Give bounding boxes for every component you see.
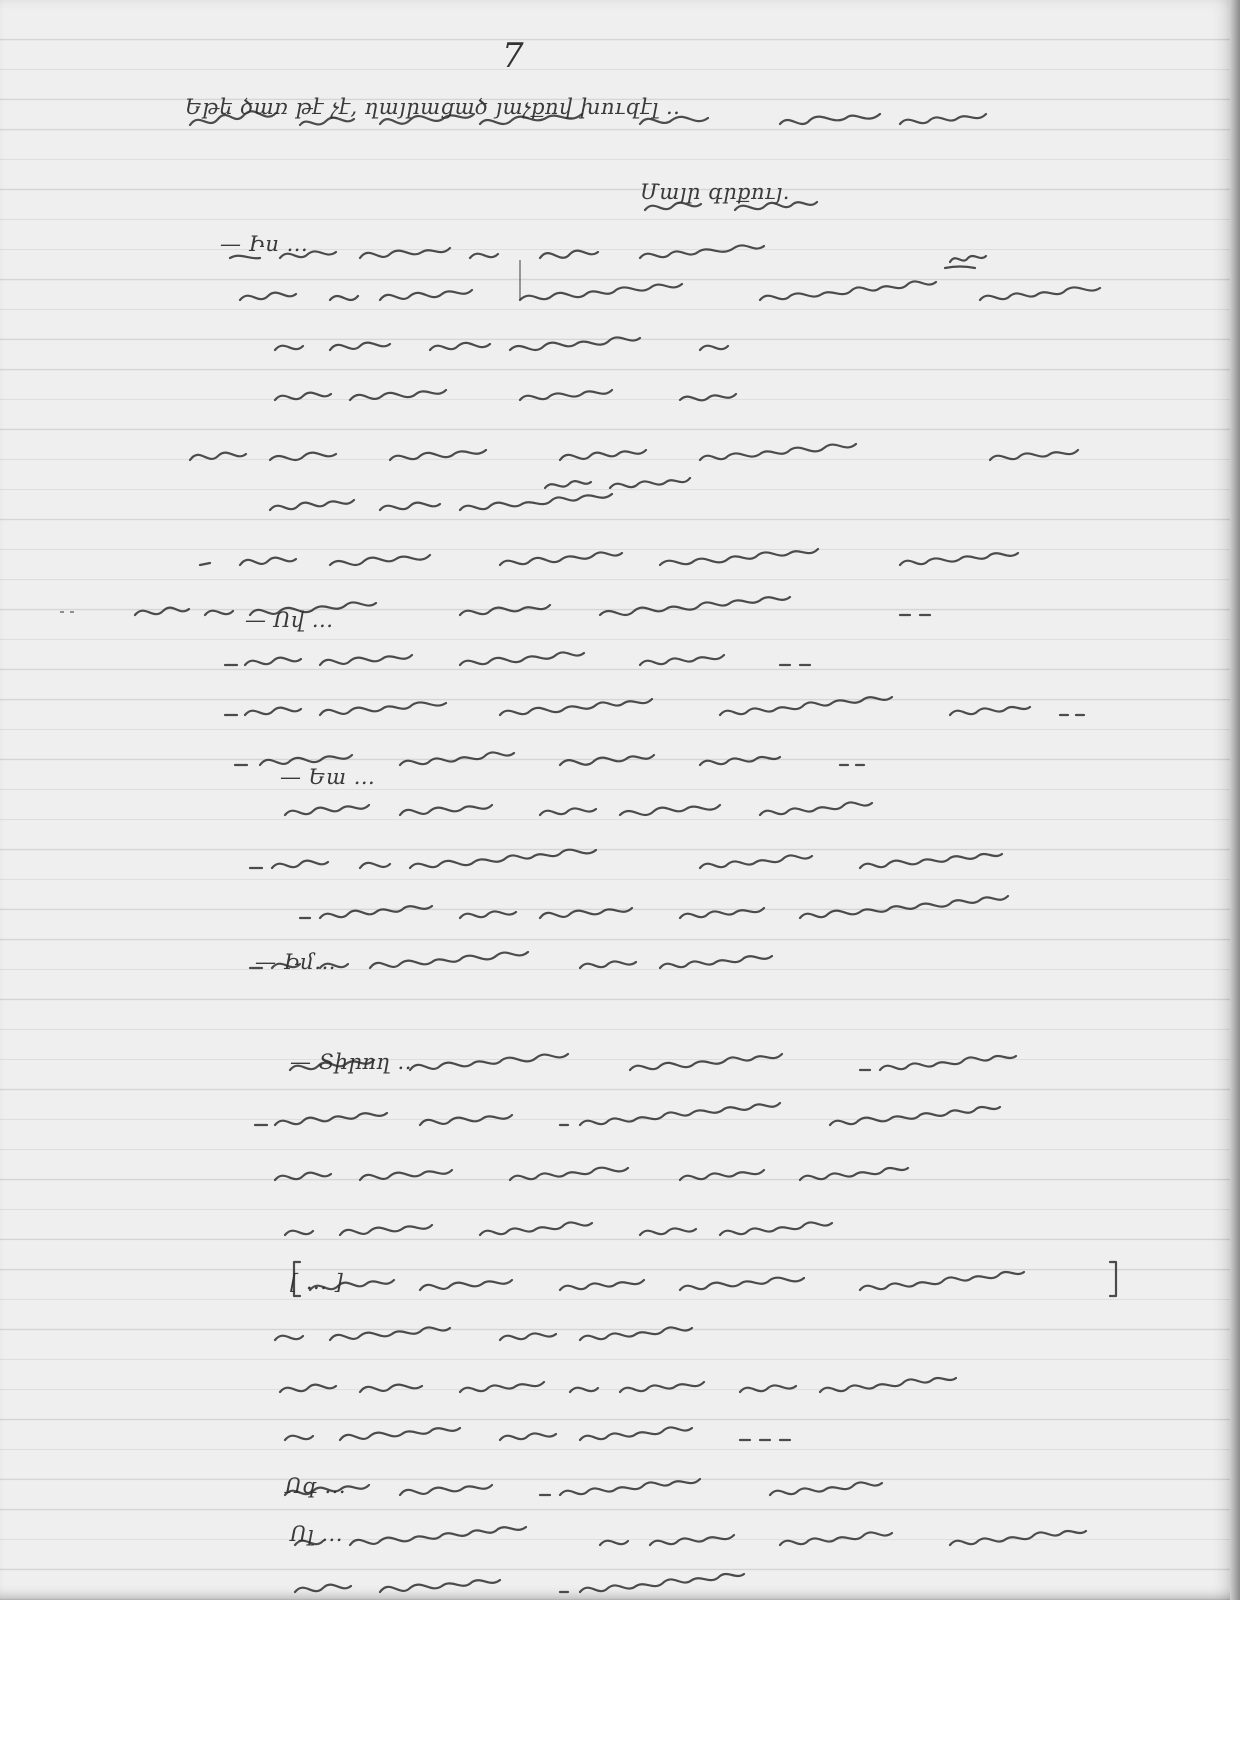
handwritten-line-9: Ոգ ...	[285, 1474, 347, 1498]
handwritten-line-10: Ոլ ...	[290, 1522, 343, 1546]
handwritten-line-8: [ ... ]	[290, 1270, 344, 1294]
handwritten-line-2: Մայր գրքույ.	[640, 180, 790, 204]
handwritten-line-7: — Տիրող ..	[290, 1050, 412, 1074]
handwritten-line-4: — Ով ...	[245, 608, 334, 632]
handwritten-line-6: — Իմ...	[255, 950, 336, 974]
page-number: 7	[502, 36, 524, 76]
handwritten-line-3: — Իս ...	[220, 232, 309, 256]
handwritten-line-5: — Եա ...	[280, 765, 376, 789]
handwritten-line-1: Եթե ծառ թէ չէ, ղայրացած յաչքով խուզէլ ..	[185, 95, 681, 119]
